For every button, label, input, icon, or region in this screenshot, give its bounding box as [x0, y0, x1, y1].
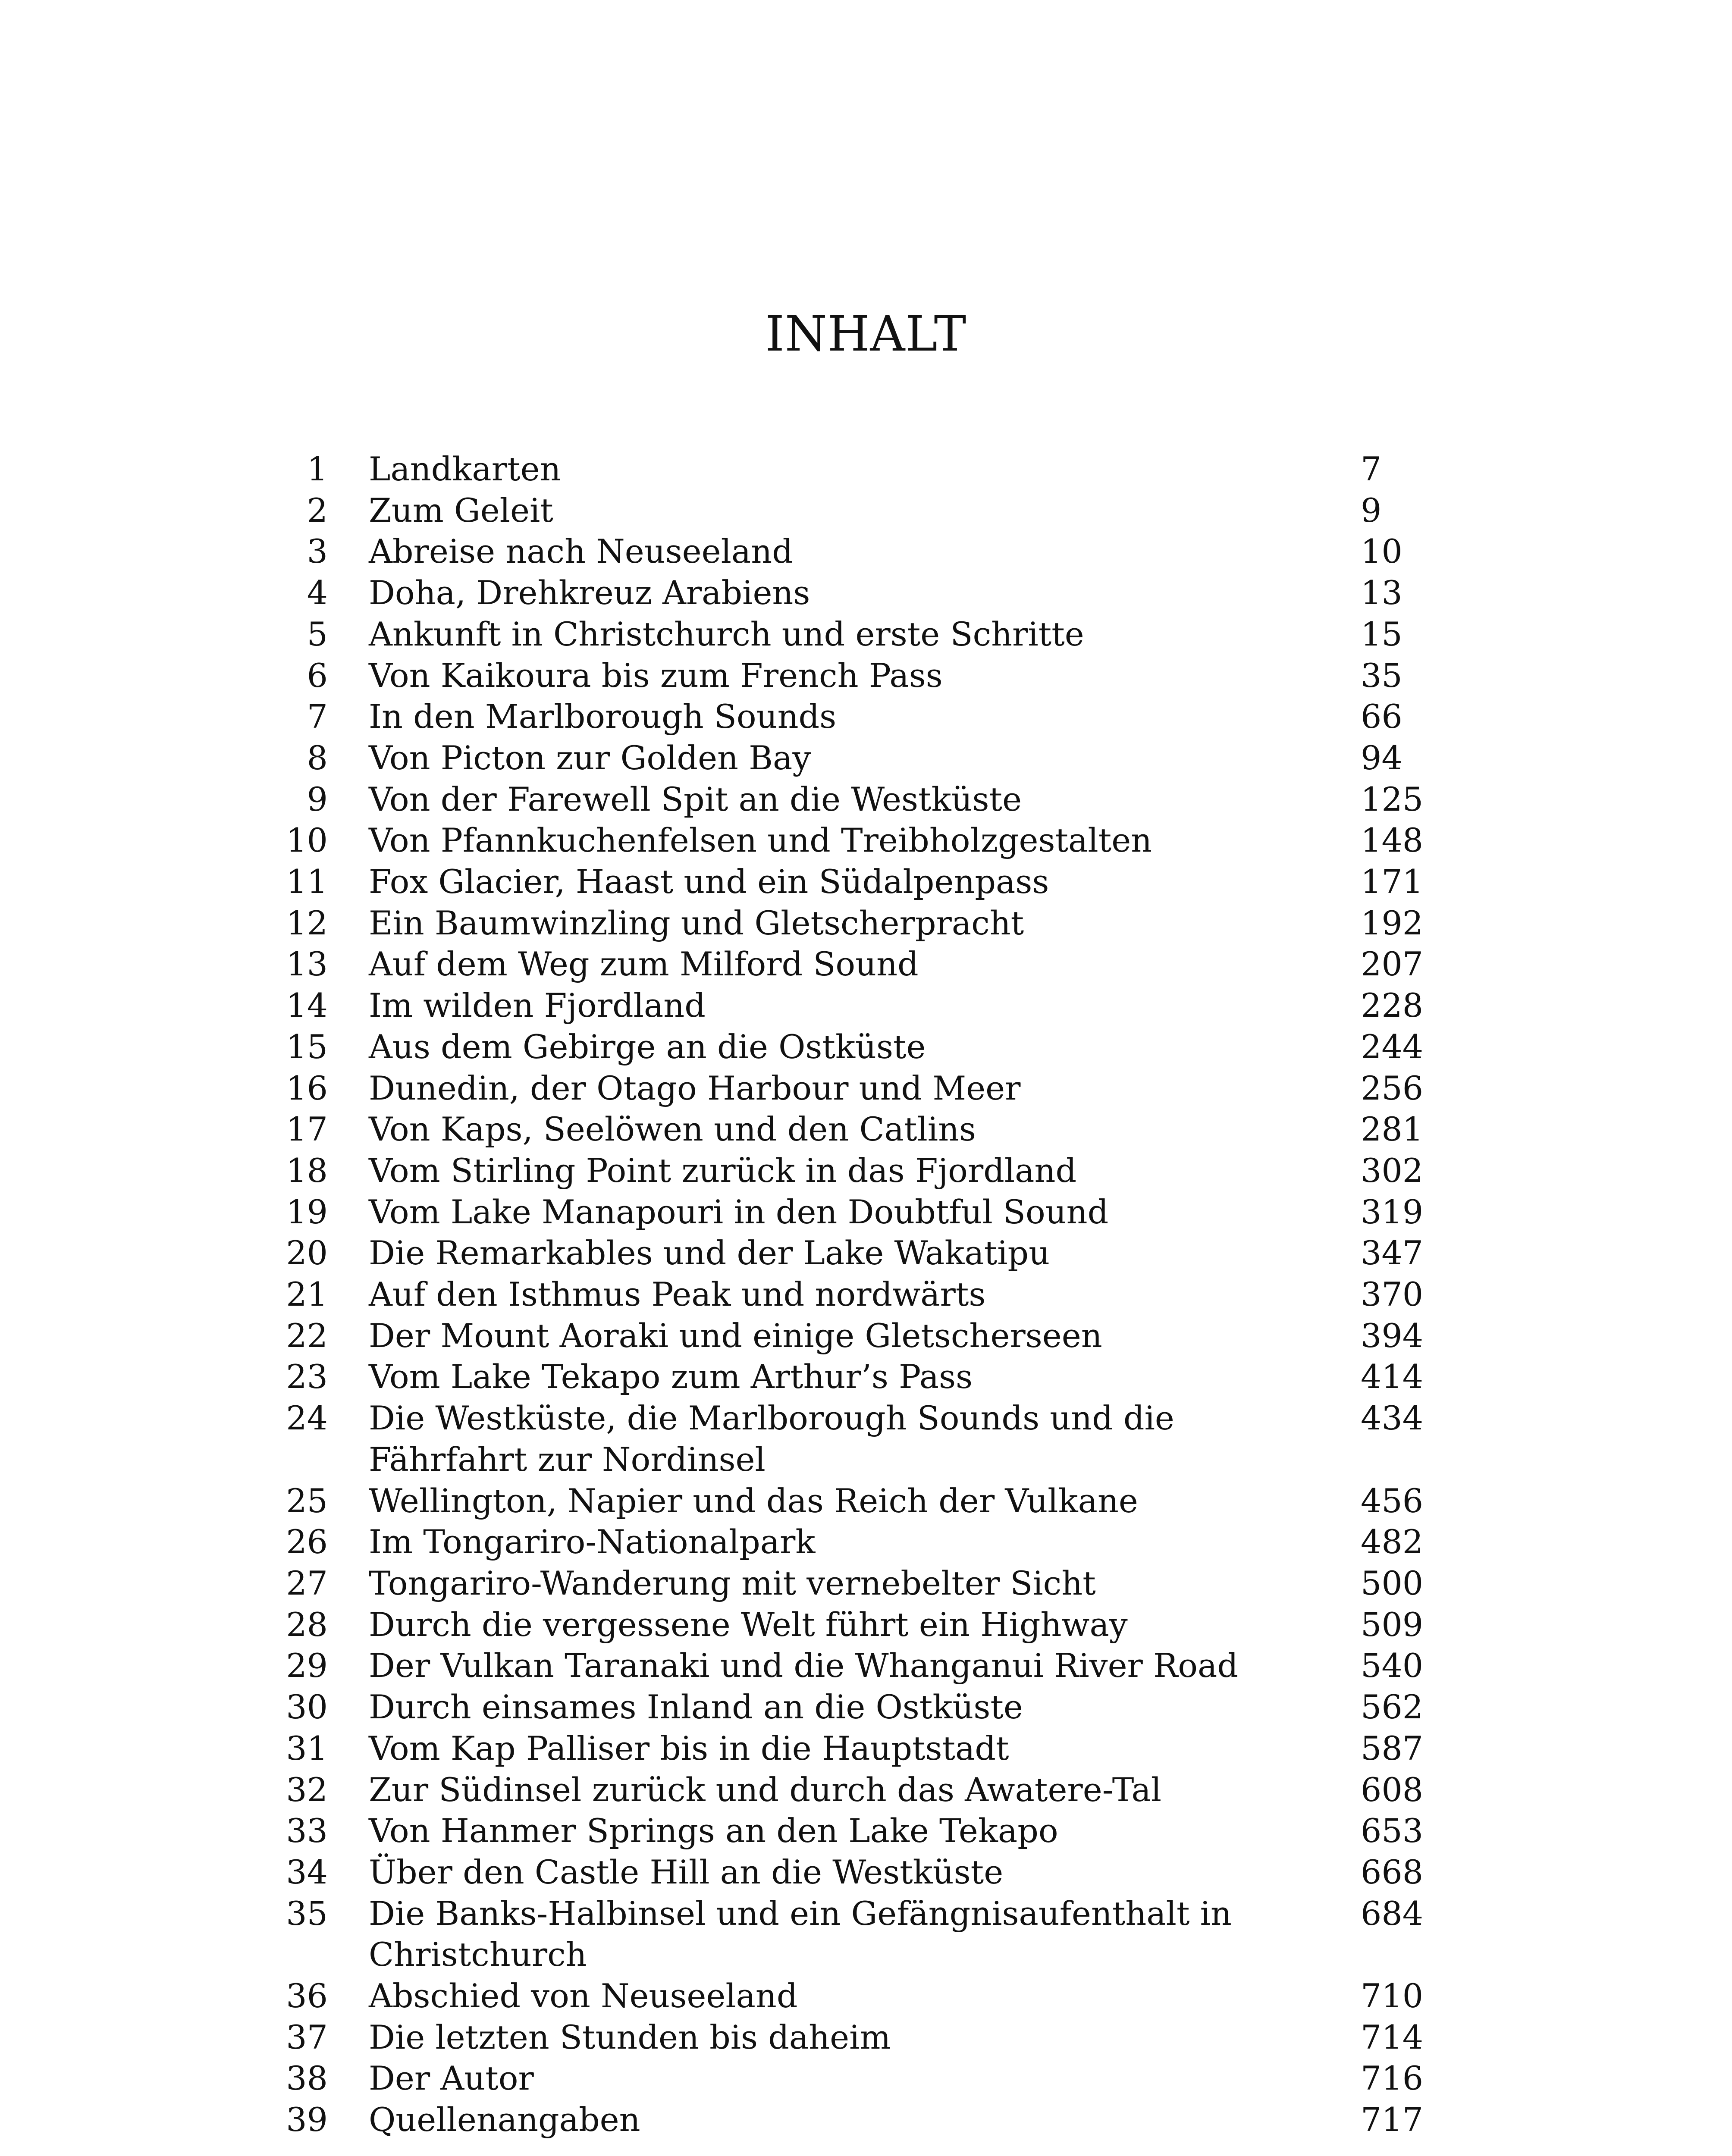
toc-entry-number: 29 [286, 1646, 328, 1685]
toc-entry-number: 16 [286, 1069, 328, 1107]
toc-entry-number: 39 [286, 2100, 328, 2139]
toc-entry [0, 1975, 1732, 2017]
toc-entry [0, 1109, 1732, 1150]
toc-entry [0, 985, 1732, 1026]
toc-entry [0, 490, 1732, 531]
toc-entry-title: Vom Lake Tekapo zum Arthur’s Pass [369, 1357, 973, 1396]
toc-entry-title: Zur Südinsel zurück und durch das Awatere-Tal [369, 1770, 1162, 1809]
toc-entry-title: Der Autor [369, 2059, 534, 2098]
toc-entry-number: 12 [286, 903, 328, 942]
toc-entry-number: 22 [286, 1316, 328, 1355]
toc-entry [0, 2099, 1732, 2140]
toc-entry-title: Von Pfannkuchenfelsen und Treibholzgestalten [369, 821, 1152, 860]
toc-entry-title: Von der Farewell Spit an die Westküste [369, 780, 1022, 818]
toc-entry-title: Vom Stirling Point zurück in das Fjordland [369, 1151, 1077, 1190]
toc-entry-number: 1 [307, 450, 328, 488]
toc-entry-page: 281 [1361, 1110, 1424, 1149]
toc-entry-number: 8 [307, 738, 328, 777]
toc-entry-title: Vom Lake Manapouri in den Doubtful Sound [369, 1192, 1109, 1231]
toc-entry-number: 21 [286, 1275, 328, 1314]
toc-entry-page: 148 [1361, 821, 1424, 860]
toc-entry-page: 228 [1361, 986, 1424, 1025]
toc-entry-title: Die Westküste, die Marlborough Sounds und die Fährfahrt zur Nordinsel [369, 1399, 1174, 1479]
toc-entry [0, 1026, 1732, 1068]
toc-entry-page: 207 [1361, 945, 1424, 984]
toc-entry [0, 903, 1732, 944]
toc-entry [0, 1769, 1732, 1811]
toc-entry [0, 2058, 1732, 2099]
toc-entry-title: Landkarten [369, 450, 561, 488]
toc-entry-page: 370 [1361, 1275, 1424, 1314]
toc-entry-title: Zum Geleit [369, 491, 553, 530]
toc-entry-number: 31 [286, 1729, 328, 1767]
toc-entry-number: 4 [307, 573, 328, 612]
toc-entry-title: Der Mount Aoraki und einige Gletscherseen [369, 1316, 1102, 1355]
toc-entry-number: 17 [286, 1110, 328, 1149]
toc-entry-number: 36 [286, 1977, 328, 2015]
toc-entry [0, 572, 1732, 614]
toc-entry-title: Die Remarkables und der Lake Wakatipu [369, 1234, 1050, 1272]
toc-entry-number: 13 [286, 945, 328, 984]
toc-entry-title: Quellenangaben [369, 2100, 640, 2139]
toc-entry-title: Tongariro-Wanderung mit vernebelter Sicht [369, 1564, 1096, 1602]
toc-entry-title: Die letzten Stunden bis daheim [369, 2018, 891, 2056]
toc-entry-page: 13 [1361, 573, 1403, 612]
table-of-contents [0, 448, 1732, 2140]
toc-entry-page: 94 [1361, 738, 1403, 777]
toc-entry [0, 779, 1732, 820]
toc-entry-number: 9 [307, 780, 328, 818]
toc-entry-page: 668 [1361, 1852, 1424, 1891]
toc-entry-title: Über den Castle Hill an die Westküste [369, 1852, 1004, 1891]
toc-entry [0, 1315, 1732, 1357]
toc-entry [0, 1150, 1732, 1191]
toc-entry-number: 19 [286, 1192, 328, 1231]
toc-entry [0, 943, 1732, 985]
toc-entry-number: 25 [286, 1481, 328, 1520]
toc-entry-title: Im wilden Fjordland [369, 986, 706, 1025]
toc-entry-number: 6 [307, 656, 328, 695]
toc-entry-number: 11 [286, 862, 328, 901]
toc-entry-title: Dunedin, der Otago Harbour und Meer [369, 1069, 1021, 1107]
toc-entry [0, 655, 1732, 696]
toc-entry-number: 30 [286, 1688, 328, 1727]
toc-entry-page: 714 [1361, 2018, 1424, 2056]
toc-entry-title: Wellington, Napier und das Reich der Vulkane [369, 1481, 1138, 1520]
page-title: INHALT [765, 306, 967, 362]
toc-entry-number: 14 [286, 986, 328, 1025]
toc-entry-number: 28 [286, 1605, 328, 1644]
toc-entry-page: 562 [1361, 1688, 1424, 1727]
toc-entry [0, 1604, 1732, 1645]
toc-entry-page: 171 [1361, 862, 1424, 901]
toc-entry-title: In den Marlborough Sounds [369, 697, 837, 736]
toc-entry-number: 2 [307, 491, 328, 530]
toc-entry-title: Der Vulkan Taranaki und die Whanganui River Road [369, 1646, 1238, 1685]
toc-entry-title: Ein Baumwinzling und Gletscherpracht [369, 903, 1024, 942]
toc-entry-title: Vom Kap Palliser bis in die Hauptstadt [369, 1729, 1009, 1767]
toc-entry [0, 2017, 1732, 2058]
toc-entry-page: 7 [1361, 450, 1382, 488]
toc-entry-number: 32 [286, 1770, 328, 1809]
toc-entry [0, 861, 1732, 903]
toc-entry-page: 35 [1361, 656, 1403, 695]
toc-entry [0, 1852, 1732, 1893]
toc-entry-page: 500 [1361, 1564, 1424, 1602]
toc-entry-number: 20 [286, 1234, 328, 1272]
toc-entry [0, 448, 1732, 490]
toc-entry [0, 1521, 1732, 1563]
toc-entry-page: 653 [1361, 1811, 1424, 1850]
toc-entry-page: 125 [1361, 780, 1424, 818]
toc-entry-page: 716 [1361, 2059, 1424, 2098]
toc-entry-number: 27 [286, 1564, 328, 1602]
toc-entry-page: 414 [1361, 1357, 1424, 1396]
toc-entry-page: 710 [1361, 1977, 1424, 2015]
toc-entry [0, 1480, 1732, 1522]
toc-entry-page: 482 [1361, 1523, 1424, 1561]
toc-entry-page: 717 [1361, 2100, 1424, 2139]
toc-entry-page: 9 [1361, 491, 1382, 530]
toc-entry-page: 192 [1361, 903, 1424, 942]
toc-entry-title: Aus dem Gebirge an die Ostküste [369, 1027, 926, 1066]
toc-entry [0, 1356, 1732, 1398]
toc-entry-number: 24 [286, 1399, 328, 1438]
toc-entry-number: 33 [286, 1811, 328, 1850]
toc-entry-page: 256 [1361, 1069, 1424, 1107]
toc-entry-page: 347 [1361, 1234, 1424, 1272]
toc-entry-number: 5 [307, 614, 328, 653]
toc-entry-number: 38 [286, 2059, 328, 2098]
toc-entry-title: Im Tongariro-Nationalpark [369, 1523, 816, 1561]
toc-entry-title: Durch einsames Inland an die Ostküste [369, 1688, 1023, 1727]
toc-entry-page: 66 [1361, 697, 1403, 736]
toc-entry [0, 1728, 1732, 1769]
toc-entry-title: Von Kaps, Seelöwen und den Catlins [369, 1110, 976, 1149]
toc-entry-number: 35 [286, 1894, 328, 1933]
toc-entry-page: 456 [1361, 1481, 1424, 1520]
toc-entry-title: Die Banks-Halbinsel und ein Gefängnisaufenthalt in Christchurch [369, 1894, 1232, 1974]
toc-entry [0, 1274, 1732, 1315]
toc-entry [0, 737, 1732, 779]
toc-entry [0, 1398, 1732, 1480]
toc-entry-number: 34 [286, 1852, 328, 1891]
toc-entry [0, 531, 1732, 572]
toc-entry-page: 302 [1361, 1151, 1424, 1190]
toc-entry [0, 1686, 1732, 1728]
toc-entry-number: 37 [286, 2018, 328, 2056]
toc-entry-page: 608 [1361, 1770, 1424, 1809]
toc-entry [0, 1645, 1732, 1686]
toc-entry-number: 26 [286, 1523, 328, 1561]
toc-entry [0, 1810, 1732, 1852]
toc-entry-title: Abschied von Neuseeland [369, 1977, 798, 2015]
toc-entry-number: 7 [307, 697, 328, 736]
toc-entry-title: Fox Glacier, Haast und ein Südalpenpass [369, 862, 1049, 901]
toc-entry-page: 587 [1361, 1729, 1424, 1767]
toc-entry-page: 394 [1361, 1316, 1424, 1355]
toc-entry-title: Von Picton zur Golden Bay [369, 738, 811, 777]
toc-entry-title: Auf den Isthmus Peak und nordwärts [369, 1275, 986, 1314]
toc-entry-page: 684 [1361, 1894, 1424, 1933]
toc-entry [0, 820, 1732, 861]
toc-entry-number: 18 [286, 1151, 328, 1190]
toc-entry-title: Durch die vergessene Welt führt ein Highway [369, 1605, 1128, 1644]
toc-entry-page: 319 [1361, 1192, 1424, 1231]
toc-entry-number: 3 [307, 532, 328, 571]
toc-entry-page: 509 [1361, 1605, 1424, 1644]
toc-entry-number: 23 [286, 1357, 328, 1396]
toc-entry-number: 10 [286, 821, 328, 860]
toc-entry-page: 540 [1361, 1646, 1424, 1685]
toc-entry-number: 15 [286, 1027, 328, 1066]
toc-entry [0, 1068, 1732, 1109]
toc-entry [0, 1893, 1732, 1975]
toc-entry-page: 434 [1361, 1399, 1424, 1438]
toc-entry [0, 1563, 1732, 1604]
toc-entry-page: 10 [1361, 532, 1403, 571]
toc-entry-title: Von Hanmer Springs an den Lake Tekapo [369, 1811, 1058, 1850]
toc-entry [0, 1232, 1732, 1274]
toc-entry-title: Abreise nach Neuseeland [369, 532, 793, 571]
toc-entry-page: 15 [1361, 614, 1403, 653]
toc-entry [0, 614, 1732, 655]
toc-entry-title: Auf dem Weg zum Milford Sound [369, 945, 919, 984]
toc-entry-page: 244 [1361, 1027, 1424, 1066]
toc-entry-title: Doha, Drehkreuz Arabiens [369, 573, 810, 612]
toc-entry [0, 696, 1732, 737]
toc-entry [0, 1191, 1732, 1233]
toc-entry-title: Von Kaikoura bis zum French Pass [369, 656, 943, 695]
toc-entry-title: Ankunft in Christchurch und erste Schritte [369, 614, 1084, 653]
